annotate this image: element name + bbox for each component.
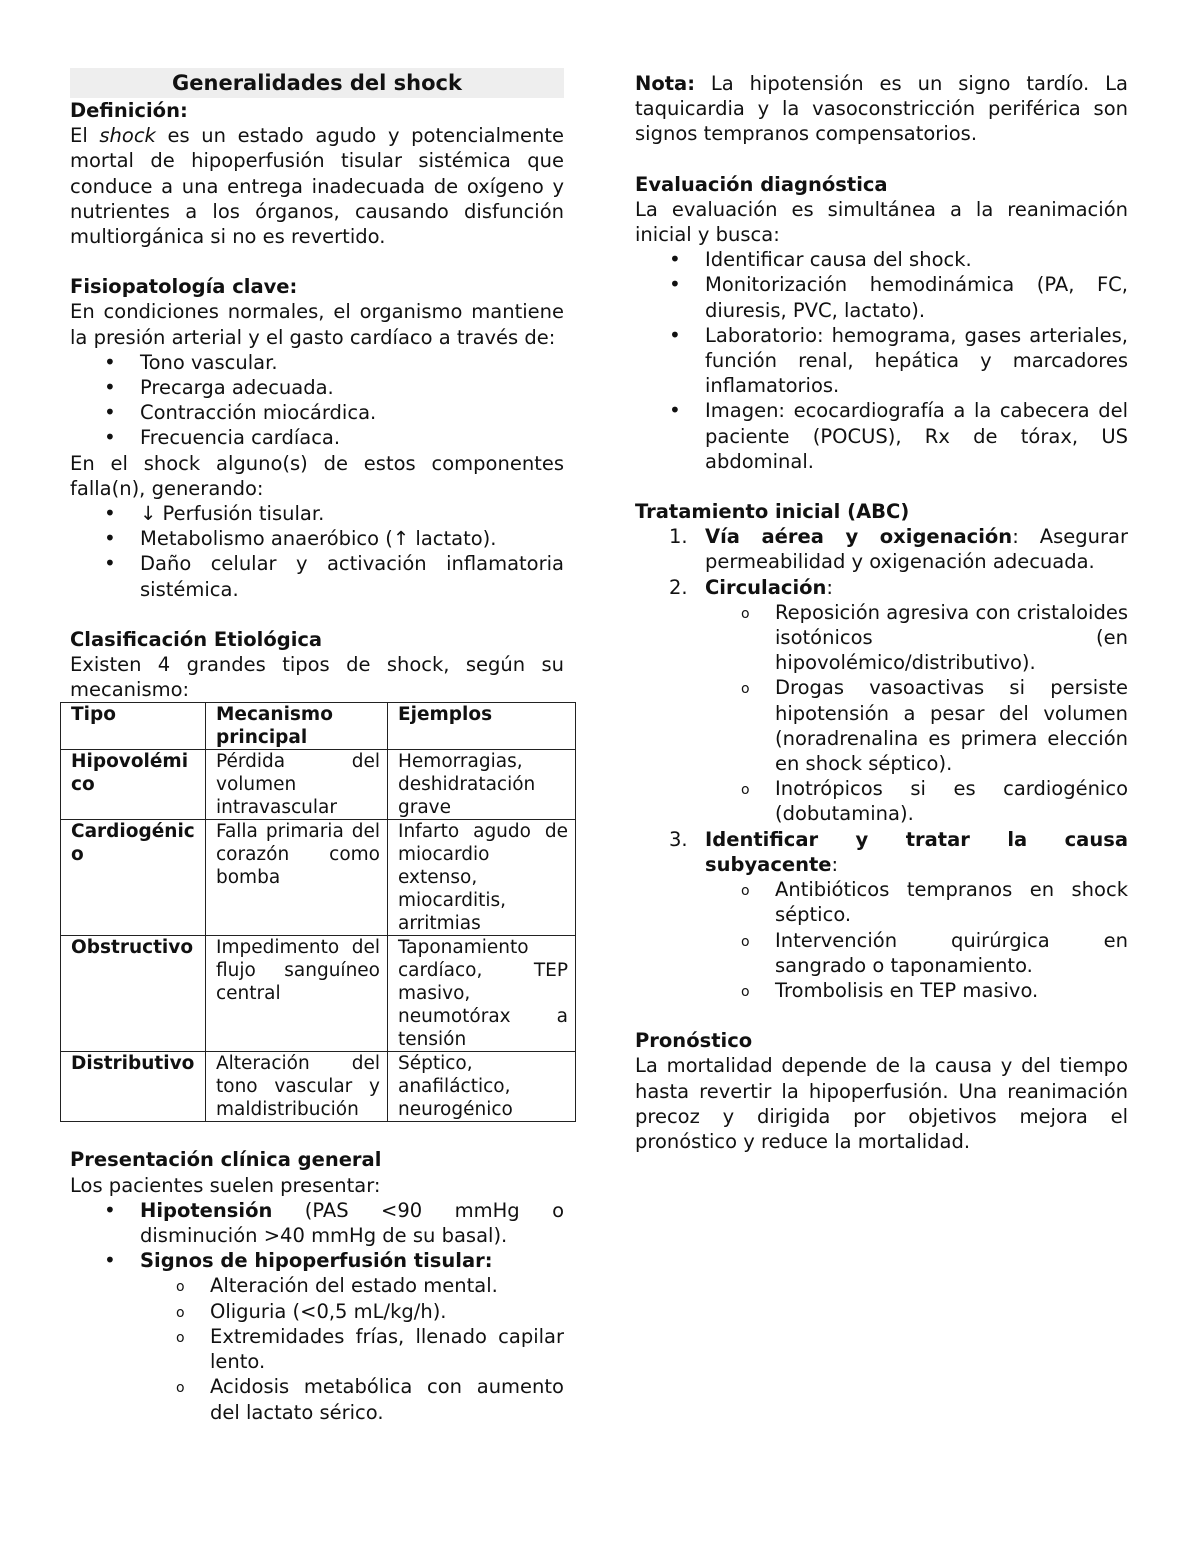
- table-cell: Pérdida del volumen intravascular: [206, 750, 388, 820]
- list-item: • Imagen: ecocardiografía a la cabecera del paciente (POCUS), Rx de tórax, US abdominal.: [635, 398, 1128, 474]
- sublist-item: o Extremidades frías, llenado capilar lento.: [140, 1324, 564, 1374]
- list-item: 3. Identificar y tratar la causa subyacente: o Antibióticos tempranos en shock séptico. o Intervención quirúrgica en sangrado o taponamiento. o Trombolisis en TEP masivo.: [635, 827, 1128, 1003]
- list-item: • Precarga adecuada.: [70, 375, 564, 400]
- sublist-item: o Trombolisis en TEP masivo.: [705, 978, 1128, 1003]
- list-item: • Contracción miocárdica.: [70, 400, 564, 425]
- fisiopatologia-heading: Fisiopatología clave:: [70, 275, 298, 299]
- sublist-item: o Alteración del estado mental.: [140, 1273, 564, 1298]
- evaluacion-list: [635, 247, 1128, 474]
- presentacion-list: [70, 1198, 564, 1425]
- list-item: • Tono vascular.: [70, 350, 564, 375]
- sublist-item: o Oliguria (<0,5 mL/kg/h).: [140, 1299, 564, 1324]
- table-row: [61, 1052, 576, 1122]
- list-item: • Metabolismo anaeróbico (↑ lactato).: [70, 526, 564, 551]
- table-header-cell: Ejemplos: [388, 703, 576, 750]
- table-cell: Distributivo: [61, 1052, 206, 1122]
- signos-sublist: [140, 1273, 564, 1424]
- table-row: [61, 750, 576, 820]
- left-column: [70, 68, 568, 1425]
- list-item: • ↓ Perfusión tisular.: [70, 501, 564, 526]
- table-cell: Taponamiento cardíaco, TEP masivo, neumotórax a tensión: [388, 936, 576, 1052]
- evaluacion-heading: Evaluación diagnóstica: [635, 172, 888, 196]
- right-column: [635, 71, 1128, 1154]
- fisiopatologia-list: [70, 350, 564, 451]
- definicion-heading: Definición:: [70, 99, 188, 122]
- clasificacion-intro: Existen 4 grandes tipos de shock, según su mecanismo:: [70, 653, 564, 702]
- nota-text: Nota: La hipotensión es un signo tardío. La taquicardia y la vasoconstricción periférica son signos tempranos compensatorios.: [635, 72, 1128, 146]
- circulacion-sublist: [705, 600, 1128, 827]
- pronostico-text: La mortalidad depende de la causa y del tiempo hasta revertir la hipoperfusión. Una reanimación precoz y dirigida por objetivos mejora el pronóstico y reduce la mortalidad.: [635, 1054, 1128, 1153]
- fisiopatologia-list2: [70, 501, 564, 602]
- table-row: [61, 936, 576, 1052]
- list-item: • Signos de hipoperfusión tisular: o Alteración del estado mental. o Oliguria (<0,5 mL/kg/h). o Extremidades frías, llenado capilar lento. o Acidosis metabólica con aumento del lactato sérico.: [70, 1248, 564, 1424]
- sublist-item: o Acidosis metabólica con aumento del lactato sérico.: [140, 1374, 564, 1424]
- fisiopatologia-intro2: En el shock alguno(s) de estos componentes falla(n), generando:: [70, 451, 564, 500]
- table-cell: Falla primaria del corazón como bomba: [206, 820, 388, 936]
- list-item: • Daño celular y activación inflamatoria sistémica.: [70, 551, 564, 601]
- list-item: • Frecuencia cardíaca.: [70, 425, 564, 450]
- list-item: 2. Circulación: o Reposición agresiva con cristaloides isotónicos (en hipovolémico/distributivo). o Drogas vasoactivas si persiste hipotensión a pesar del volumen (noradrenalina es primera elección en shock séptico). o Inotrópicos si es cardiogénico (dobutamina).: [635, 575, 1128, 827]
- sublist-item: o Drogas vasoactivas si persiste hipotensión a pesar del volumen (noradrenalina es primera elección en shock séptico).: [705, 675, 1128, 776]
- sublist-item: o Antibióticos tempranos en shock séptico.: [705, 877, 1128, 927]
- table-cell: Obstructivo: [61, 936, 206, 1052]
- table-cell: Cardiogénico: [61, 820, 206, 936]
- page-title: Generalidades del shock: [70, 68, 564, 98]
- list-item: • Hipotensión (PAS <90 mmHg o disminución >40 mmHg de su basal).: [70, 1198, 564, 1248]
- definicion-text: El shock es un estado agudo y potencialmente mortal de hipoperfusión tisular sistémica que conduce a una entrega inadecuada de oxígeno y nutrientes a los órganos, causando disfunción multiorgánica si no es revertido.: [70, 124, 564, 249]
- table-cell: Hipovolémico: [61, 750, 206, 820]
- table-header-row: [61, 703, 576, 750]
- causa-sublist: [705, 877, 1128, 1003]
- sublist-item: o Intervención quirúrgica en sangrado o taponamiento.: [705, 928, 1128, 978]
- etiology-table: [60, 702, 576, 1122]
- tratamiento-heading: Tratamiento inicial (ABC): [635, 500, 910, 524]
- presentacion-intro: Los pacientes suelen presentar:: [70, 1173, 381, 1197]
- table-header-cell: Tipo: [61, 703, 206, 750]
- list-item: • Laboratorio: hemograma, gases arteriales, función renal, hepática y marcadores inflamatorios.: [635, 323, 1128, 399]
- tratamiento-list: [635, 524, 1128, 1003]
- fisiopatologia-intro: En condiciones normales, el organismo mantiene la presión arterial y el gasto cardíaco a través de:: [70, 300, 564, 349]
- presentacion-heading: Presentación clínica general: [70, 1148, 382, 1172]
- evaluacion-intro: La evaluación es simultánea a la reanimación inicial y busca:: [635, 197, 1128, 247]
- pronostico-heading: Pronóstico: [635, 1029, 753, 1053]
- clasificacion-heading: Clasificación Etiológica: [70, 627, 323, 651]
- table-row: [61, 820, 576, 936]
- table-cell: Alteración del tono vascular y maldistribución: [206, 1052, 388, 1122]
- sublist-item: o Reposición agresiva con cristaloides isotónicos (en hipovolémico/distributivo).: [705, 600, 1128, 676]
- table-header-cell: Mecanismo principal: [206, 703, 388, 750]
- table-cell: Hemorragias, deshidratación grave: [388, 750, 576, 820]
- table-cell: Infarto agudo de miocardio extenso, miocarditis, arritmias: [388, 820, 576, 936]
- list-item: 1. Vía aérea y oxigenación: Asegurar permeabilidad y oxigenación adecuada.: [669, 525, 1128, 574]
- list-item: • Monitorización hemodinámica (PA, FC, diuresis, PVC, lactato).: [635, 272, 1128, 322]
- sublist-item: o Inotrópicos si es cardiogénico (dobutamina).: [705, 776, 1128, 826]
- table-cell: Impedimento del flujo sanguíneo central: [206, 936, 388, 1052]
- table-cell: Séptico, anafiláctico, neurogénico: [388, 1052, 576, 1122]
- list-item: • Identificar causa del shock.: [635, 247, 1128, 272]
